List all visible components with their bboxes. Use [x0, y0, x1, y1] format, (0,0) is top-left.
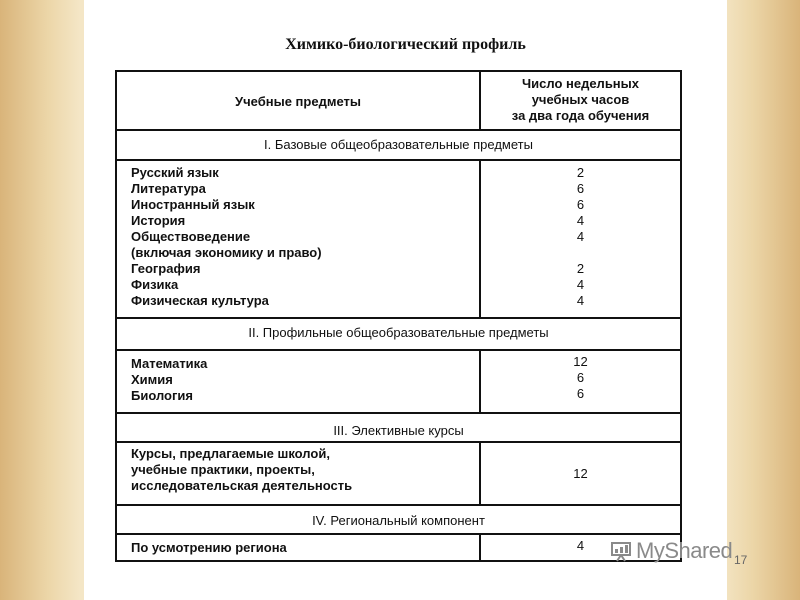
document-page: [84, 0, 727, 600]
subject-item: учебные практики, проекты,: [131, 462, 315, 477]
watermark-text: MyShared: [636, 538, 733, 563]
section-heading: I. Базовые общеобразовательные предметы: [264, 137, 533, 152]
subject-item: Обществоведение: [131, 229, 251, 244]
hours-value: 6: [576, 181, 585, 196]
row-divider: [117, 349, 680, 351]
section-heading: III. Элективные курсы: [333, 423, 464, 438]
row-divider: [117, 317, 680, 319]
row-divider: [117, 159, 680, 161]
subject-item: История: [131, 213, 186, 228]
subject-item: Иностранный язык: [131, 197, 255, 212]
hours-value: 12: [573, 466, 588, 481]
hours-value: 6: [576, 370, 585, 385]
subject-item: Курсы, предлагаемые школой,: [131, 446, 330, 461]
curriculum-table: [115, 70, 682, 562]
hours-value: 4: [576, 213, 585, 228]
subject-item: (включая экономику и право): [131, 245, 322, 260]
hours-value: 6: [576, 386, 585, 401]
hours-value: 12: [573, 354, 588, 369]
subject-list: [131, 356, 471, 404]
subject-item: Русский язык: [131, 165, 219, 180]
hours-list: [481, 450, 680, 498]
hours-value: 4: [576, 293, 585, 308]
page-title: Химико-биологический профиль: [285, 36, 526, 53]
hours-value: [481, 450, 680, 466]
hours-value: [481, 245, 680, 261]
subject-item: Математика: [131, 356, 208, 371]
header-subjects: Учебные предметы: [235, 93, 361, 109]
subject-item: Физическая культура: [131, 293, 269, 308]
subject-item: Химия: [131, 372, 173, 387]
section-heading: IV. Региональный компонент: [312, 513, 485, 528]
presentation-icon: [610, 540, 632, 562]
hours-list: [481, 354, 680, 402]
page-number: 17: [734, 553, 748, 567]
hours-value: 4: [576, 229, 585, 244]
subject-list: [131, 540, 471, 556]
row-divider: [117, 412, 680, 414]
hours-value: 4: [576, 538, 585, 553]
section-heading: II. Профильные общеобразовательные предметы: [248, 325, 549, 340]
subject-item: География: [131, 261, 201, 276]
row-divider: [117, 504, 680, 506]
hours-value: 6: [576, 197, 585, 212]
hours-value: 4: [576, 277, 585, 292]
hours-value: 2: [576, 261, 585, 276]
row-divider: [117, 129, 680, 131]
hours-list: [481, 165, 680, 309]
subject-item: Биология: [131, 388, 193, 403]
subject-item: исследовательская деятельность: [131, 478, 353, 493]
row-divider: [117, 441, 680, 443]
hours-value: [481, 482, 680, 498]
subject-item: Литература: [131, 181, 206, 196]
row-divider: [117, 533, 680, 535]
hours-value: 2: [576, 165, 585, 180]
subject-item: По усмотрению региона: [131, 540, 287, 555]
subject-list: [131, 446, 471, 494]
subject-list: [131, 165, 471, 309]
subject-item: Физика: [131, 277, 179, 292]
header-hours: Число недельных учебных часов за два года обучения: [511, 76, 650, 123]
